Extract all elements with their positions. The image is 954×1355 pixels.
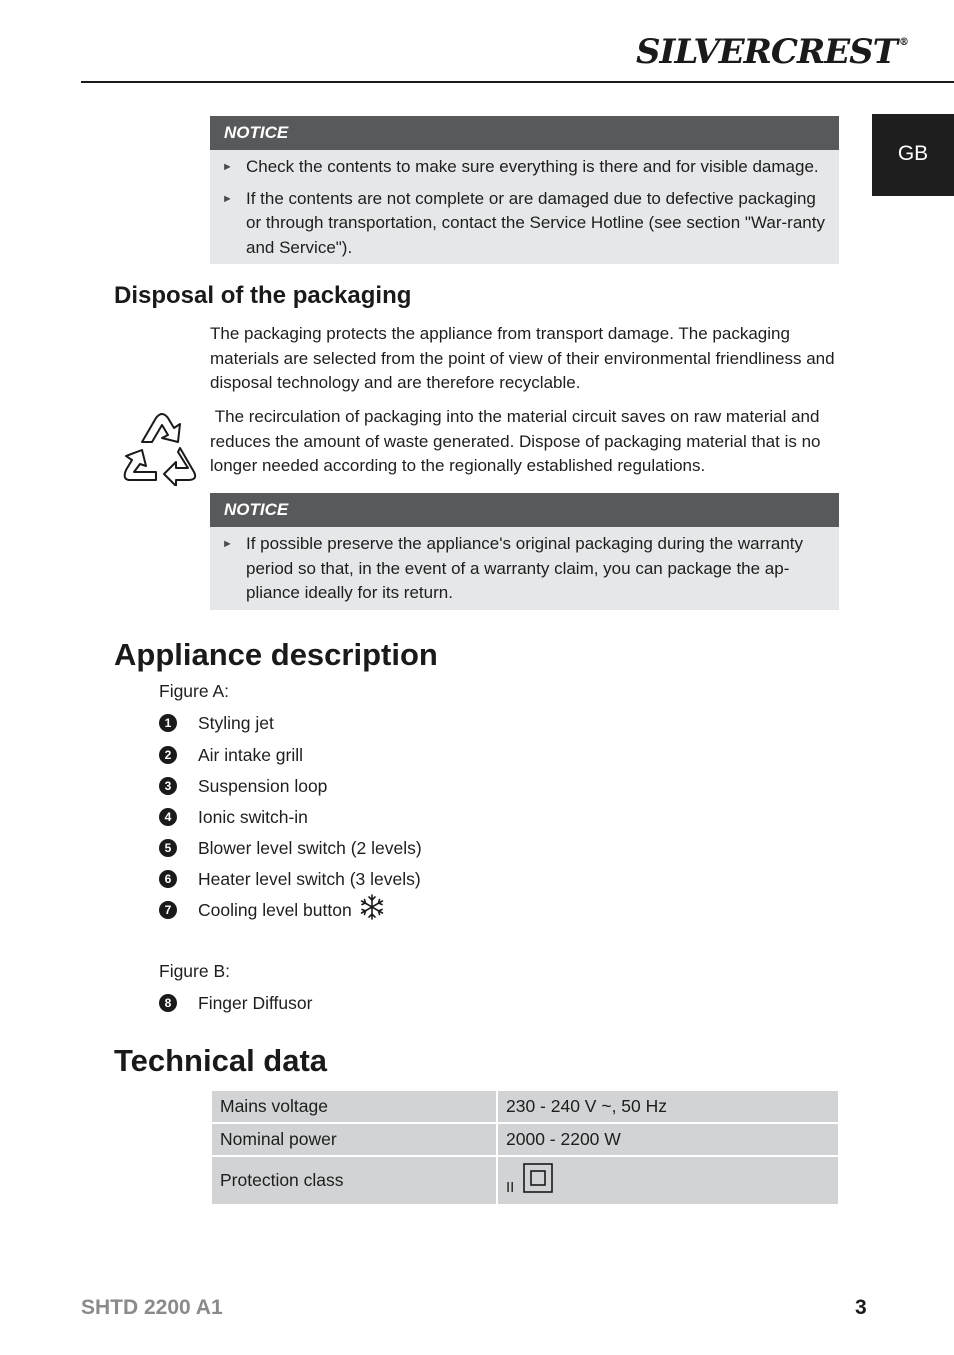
table-row xyxy=(212,1091,838,1122)
part-label: Styling jet xyxy=(198,713,274,733)
table-row xyxy=(212,1124,838,1155)
notice-item xyxy=(210,155,839,180)
disposal-paragraph-1: The packaging protects the appliance from transport damage. The packaging materials are selected from the point of view of their environmental friendliness and disposal technology and are therefore recyclable. xyxy=(210,324,835,392)
section-heading-appliance: Appliance description xyxy=(114,637,438,672)
number-badge: 5 xyxy=(159,839,177,857)
snowflake-icon xyxy=(358,893,386,921)
number-badge: 3 xyxy=(159,777,177,795)
section-heading-technical: Technical data xyxy=(114,1043,328,1078)
technical-data-table xyxy=(210,1089,840,1206)
part-label: Finger Diffusor xyxy=(198,993,313,1013)
table-cell-value: 230 - 240 V ~, 50 Hz xyxy=(498,1091,838,1122)
number-badge: 1 xyxy=(159,714,177,732)
number-badge: 8 xyxy=(159,994,177,1012)
header-rule xyxy=(81,81,954,83)
bullet-arrow-icon: ► xyxy=(222,161,233,173)
notice-box-contents xyxy=(210,116,839,264)
table-cell-value: 2000 - 2200 W xyxy=(498,1124,838,1155)
section-heading-disposal: Disposal of the packaging xyxy=(114,282,412,309)
protection-class-text: II xyxy=(506,1179,515,1196)
number-badge: 4 xyxy=(159,808,177,826)
figure-b-label: Figure B: xyxy=(159,961,230,981)
number-badge: 7 xyxy=(159,901,177,919)
notice-item xyxy=(210,532,839,606)
part-label: Air intake grill xyxy=(198,745,304,765)
part-label: Blower level switch (2 levels) xyxy=(198,838,422,858)
figure-a-label: Figure A: xyxy=(159,681,230,701)
notice-box-packaging xyxy=(210,493,839,610)
table-cell-value xyxy=(498,1157,838,1204)
table-cell-label: Nominal power xyxy=(212,1124,496,1155)
table-cell-label: Mains voltage xyxy=(212,1091,496,1122)
brand-logo xyxy=(636,32,908,72)
notice-item-text: Check the contents to make sure everything is there and for visible damage. xyxy=(246,157,819,176)
notice-item xyxy=(210,187,839,261)
notice-title: NOTICE xyxy=(210,493,839,527)
disposal-paragraph-2-text: The recirculation of packaging into the material circuit saves on raw material and reduces the amount of waste generated. Dispose of packaging material that is no longer needed according to the regionally established regulations. xyxy=(210,407,821,475)
bullet-arrow-icon: ► xyxy=(222,192,233,205)
part-label: Heater level switch (3 levels) xyxy=(198,869,421,889)
brand-name: SILVERCREST xyxy=(636,32,897,72)
part-label: Cooling level button xyxy=(198,900,352,920)
recycle-icon xyxy=(120,408,204,486)
notice-item-text: If the contents are not complete or are damaged due to defective packaging or through transportation, contact the Service Hotline (see section "War-ranty and Service"). xyxy=(246,188,825,257)
disposal-paragraph-2 xyxy=(210,405,840,479)
table-row xyxy=(212,1157,838,1204)
page-number: 3 xyxy=(855,1296,867,1319)
bullet-arrow-icon: ► xyxy=(222,538,233,550)
notice-item-text: If possible preserve the appliance's original packaging during the warranty period so that, in the event of a warranty claim, you can package the ap-pliance ideally for its return. xyxy=(246,534,804,602)
part-label: Ionic switch-in xyxy=(198,807,308,827)
table-cell-label: Protection class xyxy=(212,1157,496,1204)
notice-title: NOTICE xyxy=(210,116,839,150)
part-label: Suspension loop xyxy=(198,776,328,796)
footer-model-number: SHTD 2200 A1 xyxy=(81,1296,223,1319)
number-badge: 2 xyxy=(159,746,177,764)
brand-registered-mark: ® xyxy=(898,37,908,48)
double-insulation-icon xyxy=(523,1163,553,1198)
number-badge: 6 xyxy=(159,870,177,888)
language-tab: GB xyxy=(872,114,954,196)
